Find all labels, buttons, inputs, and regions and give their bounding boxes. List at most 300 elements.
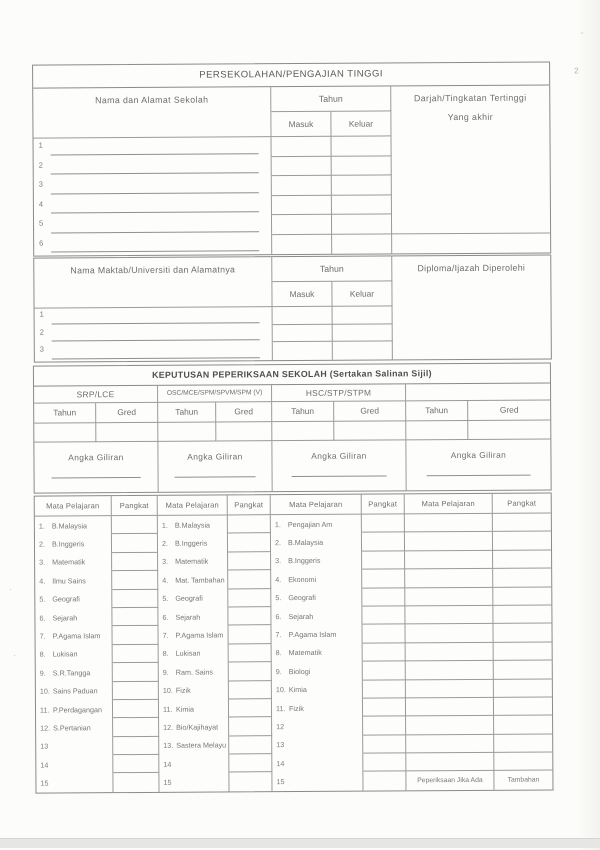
rank-cell bbox=[229, 736, 272, 755]
row-number: 3 bbox=[39, 344, 44, 354]
subject-number: 7. bbox=[275, 630, 282, 640]
subject-number: 6. bbox=[275, 611, 282, 621]
rank-cell bbox=[362, 625, 405, 644]
subject-cell bbox=[272, 772, 363, 791]
scan-artifact-dash: - bbox=[580, 28, 584, 38]
rank-cell bbox=[229, 754, 272, 773]
subject-name: Bio/Kajihayat bbox=[176, 722, 219, 732]
subject-name: B.Inggeris bbox=[174, 538, 208, 548]
write-line bbox=[51, 153, 259, 155]
subject-name: Kimia bbox=[288, 685, 307, 695]
year-leave-cell bbox=[332, 136, 392, 156]
rank-cell bbox=[493, 550, 551, 569]
subject-cell bbox=[36, 700, 113, 719]
write-line bbox=[52, 339, 260, 341]
rank-cell bbox=[113, 755, 159, 774]
subject-cell bbox=[158, 534, 228, 553]
subject-number: 4. bbox=[275, 574, 282, 585]
subject-number: 14 bbox=[276, 758, 285, 768]
subject-number: 1. bbox=[38, 521, 45, 531]
rank-cell bbox=[112, 608, 158, 627]
school-row bbox=[34, 196, 272, 217]
year-enter-cell bbox=[273, 324, 333, 342]
subject-name: Sejarah bbox=[52, 613, 78, 623]
rank-cell bbox=[494, 697, 552, 716]
rank-cell bbox=[112, 553, 158, 572]
subject-number: 1. bbox=[274, 519, 281, 529]
subject-number: 9. bbox=[39, 668, 46, 678]
subject-cell bbox=[35, 571, 112, 590]
subject-cell bbox=[35, 516, 112, 535]
rank-cell bbox=[229, 773, 272, 792]
subject-name: Ram. Sains bbox=[175, 667, 213, 677]
exam-if-any-label: Peperiksaan Jika Ada bbox=[417, 776, 483, 784]
college-row bbox=[35, 342, 273, 361]
subject-name: Sastera Melayu bbox=[176, 740, 227, 751]
rank-cell bbox=[493, 532, 551, 551]
schooling-leave-header: Keluar bbox=[331, 111, 391, 136]
subject-name: Fizik bbox=[288, 703, 304, 713]
subject-name: Geografi bbox=[175, 593, 203, 604]
subject-cell bbox=[158, 626, 228, 645]
subject-number: 11. bbox=[39, 705, 50, 715]
exam-year-value-cell bbox=[158, 423, 216, 442]
college-name-header: Nama Maktab/Universiti dan Alamatnya bbox=[34, 257, 272, 308]
index-number-cell bbox=[158, 441, 272, 492]
year-leave-cell bbox=[332, 156, 392, 176]
subject-cell bbox=[158, 552, 228, 571]
year-enter-cell bbox=[273, 307, 333, 325]
subject-cell bbox=[158, 515, 228, 534]
subject-name: Geografi bbox=[52, 594, 80, 604]
subject-cell bbox=[159, 736, 229, 755]
rank-cell bbox=[493, 587, 551, 606]
schooling-grid bbox=[33, 85, 550, 255]
highest-grade-line2: Yang akhir bbox=[447, 111, 494, 123]
subject-cell bbox=[406, 698, 494, 717]
exam-year-header: Tahun bbox=[272, 402, 334, 422]
exam-year-header: Tahun bbox=[158, 403, 216, 423]
exam-subjects-grid bbox=[35, 493, 553, 792]
exam-header-table bbox=[33, 362, 552, 493]
index-number-cell bbox=[34, 442, 158, 493]
subject-column-header: Mata Pelajaran bbox=[35, 496, 112, 516]
school-row bbox=[34, 157, 272, 178]
rank-cell bbox=[493, 569, 551, 588]
rank-cell bbox=[362, 514, 405, 533]
index-number-cell bbox=[272, 440, 406, 491]
subject-cell bbox=[36, 755, 113, 774]
rank-column-header: Pangkat bbox=[228, 495, 271, 515]
subject-cell bbox=[159, 773, 229, 792]
exam-grade-value-cell bbox=[334, 421, 406, 440]
exam-title: KEPUTUSAN PEPERIKSAAN SEKOLAH (Sertakan Salinan Sijil) bbox=[34, 363, 550, 386]
subject-column-header: Mata Pelajaran bbox=[405, 494, 493, 515]
subject-cell bbox=[406, 661, 494, 680]
year-leave-cell bbox=[332, 234, 392, 254]
rank-cell bbox=[362, 551, 405, 570]
year-leave-cell bbox=[333, 342, 393, 360]
subject-number: 5. bbox=[162, 594, 169, 604]
index-number-cell bbox=[406, 439, 550, 490]
rank-cell bbox=[229, 644, 272, 663]
exam-grade-value-cell bbox=[96, 423, 158, 442]
subject-cell bbox=[35, 626, 112, 645]
subject-name: Pengajian Am bbox=[287, 519, 333, 529]
write-line bbox=[174, 476, 255, 477]
subject-cell bbox=[35, 553, 112, 572]
subject-cell bbox=[272, 662, 363, 681]
college-year-header: Tahun bbox=[272, 256, 392, 282]
scan-artifact-dot: . bbox=[13, 648, 16, 658]
exam-year-header: Tahun bbox=[406, 401, 468, 421]
year-enter-cell bbox=[272, 195, 332, 215]
schooling-table bbox=[32, 61, 551, 256]
subject-number: 15 bbox=[40, 778, 49, 788]
subject-cell bbox=[406, 771, 494, 790]
subject-cell bbox=[271, 515, 362, 534]
year-enter-cell bbox=[272, 234, 332, 254]
subject-cell bbox=[271, 588, 362, 607]
subject-cell bbox=[405, 606, 493, 625]
schooling-title: PERSEKOLAHAN/PENGAJIAN TINGGI bbox=[33, 62, 549, 88]
subject-cell bbox=[272, 754, 363, 773]
subject-cell bbox=[35, 535, 112, 554]
subject-name: Geografi bbox=[288, 593, 316, 603]
rank-cell bbox=[113, 681, 159, 700]
rank-cell bbox=[113, 773, 159, 792]
row-number: 1 bbox=[38, 140, 43, 150]
subject-cell bbox=[405, 551, 493, 570]
rank-cell bbox=[228, 626, 271, 645]
subject-name: Matematik bbox=[52, 557, 86, 567]
subject-cell bbox=[272, 699, 363, 718]
subject-name: Fizik bbox=[175, 685, 191, 695]
subject-number: 15 bbox=[163, 777, 172, 787]
schooling-enter-header: Masuk bbox=[271, 112, 331, 137]
exam-header-grid bbox=[34, 363, 551, 492]
year-enter-cell bbox=[272, 137, 332, 157]
rank-cell bbox=[228, 570, 271, 589]
subject-number: 14 bbox=[163, 759, 172, 769]
rank-cell bbox=[113, 663, 159, 682]
college-table bbox=[33, 254, 552, 362]
rank-cell bbox=[228, 552, 271, 571]
row-number: 6 bbox=[39, 238, 44, 248]
subject-name: P.Agama Islam bbox=[175, 630, 224, 640]
subject-cell bbox=[36, 663, 113, 682]
write-line bbox=[51, 250, 259, 252]
index-number-label: Angka Giliran bbox=[311, 450, 367, 461]
scan-artifact-mark: 2 bbox=[574, 66, 579, 76]
exam-year-value-cell bbox=[272, 422, 334, 441]
subject-number: 9. bbox=[275, 666, 282, 676]
write-line bbox=[51, 172, 259, 174]
write-line bbox=[427, 475, 531, 477]
rank-cell bbox=[494, 642, 552, 661]
row-number: 3 bbox=[38, 179, 43, 189]
subject-number: 13. bbox=[163, 741, 174, 751]
subject-cell bbox=[405, 624, 493, 643]
subject-number: 3. bbox=[275, 556, 282, 566]
rank-column-header: Pangkat bbox=[362, 494, 405, 514]
school-row bbox=[34, 215, 272, 236]
subject-cell bbox=[159, 644, 229, 663]
subject-name: P.Agama Islam bbox=[52, 631, 101, 641]
year-enter-cell bbox=[272, 156, 332, 176]
subject-name: Lukisan bbox=[52, 649, 78, 659]
rank-cell bbox=[363, 680, 406, 699]
rank-cell bbox=[494, 771, 552, 790]
index-number-label: Angka Giliran bbox=[68, 452, 124, 463]
rank-cell bbox=[228, 515, 271, 534]
subject-number: 2. bbox=[38, 539, 46, 549]
index-number-label: Angka Giliran bbox=[450, 449, 507, 461]
subject-number: 1. bbox=[161, 520, 168, 530]
rank-cell bbox=[493, 605, 551, 624]
exam-grade-header: Gred bbox=[216, 402, 272, 422]
rank-cell bbox=[363, 698, 406, 717]
subject-cell bbox=[272, 680, 363, 699]
subject-cell bbox=[36, 645, 113, 664]
subject-cell bbox=[271, 570, 362, 589]
rank-cell bbox=[363, 661, 406, 680]
subject-number: 13 bbox=[276, 740, 285, 750]
subject-cell bbox=[159, 663, 229, 682]
subject-number: 14 bbox=[40, 760, 49, 770]
write-line bbox=[51, 211, 259, 213]
subject-cell bbox=[405, 587, 493, 606]
write-line bbox=[52, 322, 260, 324]
subject-name: Sains Paduan bbox=[52, 686, 98, 696]
college-row bbox=[35, 307, 273, 326]
exam-group-header: SRP/LCE bbox=[34, 386, 158, 404]
subject-name: Sejarah bbox=[288, 611, 314, 621]
rank-cell bbox=[363, 717, 406, 736]
subject-cell bbox=[36, 737, 113, 756]
subject-number: 8. bbox=[162, 649, 169, 659]
write-line bbox=[51, 192, 259, 194]
subject-cell bbox=[36, 774, 113, 793]
subject-cell bbox=[159, 681, 229, 700]
exam-group-header bbox=[406, 383, 550, 401]
rank-cell bbox=[493, 624, 551, 643]
subject-cell bbox=[158, 571, 228, 590]
subject-cell bbox=[272, 735, 363, 754]
subject-cell bbox=[271, 533, 362, 552]
subject-number: 8. bbox=[39, 649, 46, 660]
rank-cell bbox=[363, 735, 406, 754]
college-grid bbox=[34, 255, 551, 361]
index-number-label: Angka Giliran bbox=[187, 451, 243, 462]
rank-cell bbox=[229, 662, 272, 681]
year-leave-cell bbox=[332, 195, 392, 215]
subject-number: 12 bbox=[276, 722, 285, 732]
subject-cell bbox=[159, 718, 229, 737]
college-leave-header: Keluar bbox=[332, 281, 392, 306]
subject-name: Ekonomi bbox=[288, 574, 317, 584]
highest-grade-last-cell bbox=[392, 233, 550, 253]
additional-label: Tambahan bbox=[507, 776, 540, 784]
college-row bbox=[35, 325, 273, 344]
rank-cell bbox=[494, 679, 552, 698]
diploma-header: Diploma/Ijazah Diperolehi bbox=[417, 262, 526, 274]
subject-number: 3. bbox=[39, 558, 46, 568]
subject-name: S.Pertanian bbox=[53, 723, 91, 733]
subject-cell bbox=[271, 625, 362, 644]
rank-cell bbox=[494, 716, 552, 735]
subject-cell bbox=[406, 753, 494, 772]
year-enter-cell bbox=[272, 176, 332, 196]
rank-cell bbox=[112, 516, 158, 535]
rank-column-header: Pangkat bbox=[112, 496, 158, 516]
subject-number: 6. bbox=[162, 612, 169, 622]
subject-number: 10. bbox=[39, 686, 50, 696]
subject-name: Kimia bbox=[175, 704, 195, 714]
row-number: 2 bbox=[38, 160, 43, 170]
row-number: 5 bbox=[38, 218, 44, 228]
subject-name: P.Perdagangan bbox=[52, 704, 103, 715]
subject-column-header: Mata Pelajaran bbox=[158, 495, 228, 515]
subject-number: 7. bbox=[39, 631, 46, 641]
exam-grade-header: Gred bbox=[468, 400, 550, 421]
subject-number: 10. bbox=[162, 685, 173, 696]
schooling-year-header: Tahun bbox=[271, 86, 391, 112]
subject-cell bbox=[405, 569, 493, 588]
scan-edge-strip bbox=[0, 838, 600, 848]
rank-cell bbox=[362, 570, 405, 589]
subject-number: 6. bbox=[39, 613, 46, 623]
rank-cell bbox=[229, 699, 272, 718]
subject-number: 15 bbox=[276, 777, 285, 787]
subject-cell bbox=[406, 679, 494, 698]
subject-number: 11. bbox=[162, 704, 173, 714]
rank-cell bbox=[113, 700, 159, 719]
write-line bbox=[52, 357, 260, 359]
rank-cell bbox=[112, 589, 158, 608]
rank-cell bbox=[363, 753, 406, 772]
school-row bbox=[34, 137, 272, 158]
year-leave-cell bbox=[333, 324, 393, 342]
exam-year-value-cell bbox=[406, 421, 468, 440]
rank-cell bbox=[228, 607, 271, 626]
subject-cell bbox=[271, 607, 362, 626]
rank-cell bbox=[362, 606, 405, 625]
subject-name: P.Agama Islam bbox=[288, 629, 337, 640]
subject-number: 10. bbox=[275, 685, 286, 695]
school-row bbox=[34, 176, 272, 197]
subject-cell bbox=[405, 514, 493, 533]
rank-cell bbox=[362, 588, 405, 607]
subject-cell bbox=[272, 717, 363, 736]
subject-cell bbox=[159, 699, 229, 718]
rank-cell bbox=[494, 734, 552, 753]
rank-column-header: Pangkat bbox=[493, 493, 551, 513]
subject-number: 3. bbox=[162, 557, 169, 567]
subject-cell bbox=[35, 590, 112, 609]
subject-number: 4. bbox=[39, 576, 46, 586]
exam-grade-header: Gred bbox=[334, 401, 406, 421]
exam-year-header: Tahun bbox=[34, 403, 96, 423]
rank-cell bbox=[113, 718, 159, 737]
highest-grade-header bbox=[391, 85, 550, 233]
subject-name: Matematik bbox=[175, 557, 209, 567]
subject-cell bbox=[36, 718, 113, 737]
subject-name: Biologi bbox=[288, 666, 311, 676]
subject-name: B.Malaysia bbox=[174, 520, 211, 530]
subject-name: Matematik bbox=[288, 648, 322, 658]
subject-name: B.Inggeris bbox=[51, 539, 85, 549]
subject-column-header: Mata Pelajaran bbox=[271, 495, 362, 516]
rank-cell bbox=[228, 589, 271, 608]
subject-name: Lukisan bbox=[175, 649, 201, 659]
subject-number: 12. bbox=[163, 722, 174, 732]
year-enter-cell bbox=[273, 342, 333, 360]
rank-cell bbox=[228, 534, 271, 553]
year-leave-cell bbox=[332, 175, 392, 195]
subject-name: Mat. Tambahan bbox=[175, 575, 225, 585]
rank-cell bbox=[113, 645, 159, 664]
subject-cell bbox=[406, 735, 494, 754]
highest-grade-line1: Darjah/Tingkatan Tertinggi bbox=[413, 92, 527, 104]
subject-number: 9. bbox=[162, 667, 169, 677]
row-number: 4 bbox=[38, 199, 44, 209]
subject-cell bbox=[405, 532, 493, 551]
subject-number: 8. bbox=[275, 648, 282, 658]
exam-subjects-table bbox=[34, 492, 554, 793]
exam-group-header: OSC/MCE/SPM/SPVM/SPM (V) bbox=[158, 385, 272, 403]
college-enter-header: Masuk bbox=[272, 282, 332, 307]
subject-cell bbox=[272, 643, 363, 662]
exam-year-value-cell bbox=[34, 423, 96, 442]
row-number: 1 bbox=[39, 309, 44, 319]
row-number: 2 bbox=[39, 327, 44, 337]
subject-name: S.R.Tangga bbox=[52, 668, 91, 678]
year-leave-cell bbox=[333, 306, 393, 324]
rank-cell bbox=[112, 534, 158, 553]
scan-artifact-dot: · bbox=[9, 584, 12, 594]
subject-name: Sejarah bbox=[175, 612, 201, 622]
rank-cell bbox=[363, 643, 406, 662]
school-row bbox=[34, 235, 272, 256]
subject-name: Ilmu Sains bbox=[52, 576, 86, 586]
write-line bbox=[52, 477, 141, 479]
rank-cell bbox=[494, 661, 552, 680]
exam-grade-value-cell bbox=[468, 420, 550, 440]
school-name-header: Nama dan Alamat Sekolah bbox=[33, 87, 271, 138]
subject-number: 11. bbox=[275, 703, 286, 713]
subject-cell bbox=[159, 755, 229, 774]
subject-number: 5. bbox=[39, 594, 46, 604]
subject-name: B.Malaysia bbox=[287, 537, 324, 548]
subject-cell bbox=[406, 643, 494, 662]
subject-cell bbox=[406, 716, 494, 735]
rank-cell bbox=[112, 571, 158, 590]
write-line bbox=[291, 475, 387, 477]
subject-cell bbox=[36, 682, 113, 701]
year-enter-cell bbox=[272, 215, 332, 235]
subject-number: 13 bbox=[40, 741, 49, 751]
subject-number: 12. bbox=[40, 723, 51, 733]
rank-cell bbox=[494, 753, 552, 772]
subject-cell bbox=[35, 608, 112, 627]
subject-number: 5. bbox=[275, 593, 282, 603]
subject-cell bbox=[158, 607, 228, 626]
exam-grade-header: Gred bbox=[96, 403, 158, 423]
rank-cell bbox=[362, 533, 405, 552]
subject-cell bbox=[158, 589, 228, 608]
year-leave-cell bbox=[332, 214, 392, 234]
